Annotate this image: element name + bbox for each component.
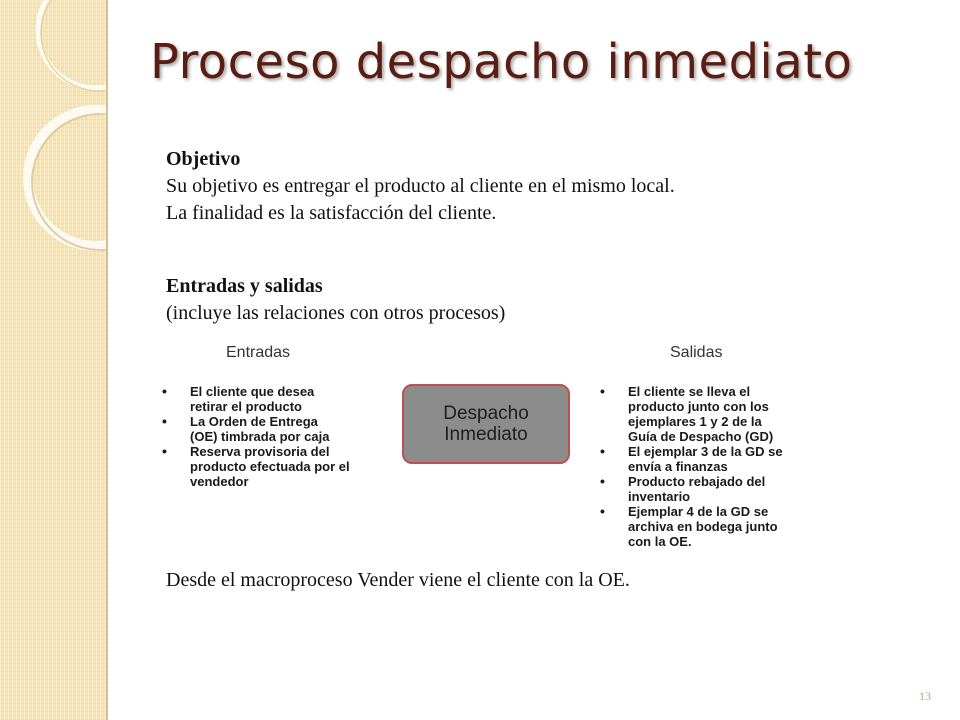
slide-title: Proceso despacho inmediato: [150, 34, 853, 90]
inputs-outputs-subheading: (incluye las relaciones con otros procesos): [166, 302, 506, 324]
process-diagram: [150, 340, 830, 560]
objective-section: [166, 146, 675, 227]
process-box: [402, 384, 570, 464]
decorative-circles: [0, 0, 106, 720]
output-item: [594, 444, 824, 474]
outputs-title: Salidas: [670, 344, 723, 361]
inputs-outputs-heading: Entradas y salidas: [166, 275, 323, 297]
process-box-line-2: Inmediato: [444, 424, 528, 445]
output-item-line: inventario: [628, 489, 691, 504]
output-item-line: • Producto rebajado del: [628, 474, 766, 489]
input-item-line: retirar el producto: [190, 399, 302, 414]
input-item-line: (OE) timbrada por caja: [190, 429, 330, 444]
output-item-line: archiva en bodega junto: [628, 519, 778, 534]
footer-note: Desde el macroproceso Vender viene el cliente con la OE.: [166, 569, 630, 591]
output-item-line: con la OE.: [628, 534, 692, 549]
input-item-line: vendedor: [190, 474, 249, 489]
inputs-list: [156, 384, 386, 489]
output-item-line: ejemplares 1 y 2 de la: [628, 414, 762, 429]
inputs-outputs-section: [166, 273, 505, 327]
objective-heading: Objetivo: [166, 148, 241, 170]
output-item-line: • Ejemplar 4 de la GD se: [628, 504, 769, 519]
output-item: [594, 384, 824, 444]
output-item: [594, 474, 824, 504]
objective-line-2: La finalidad es la satisfacción del cliente.: [166, 202, 497, 224]
process-box-line-1: Despacho: [443, 403, 529, 424]
outputs-list: [594, 384, 824, 549]
output-item-line: • El cliente se lleva el: [628, 384, 751, 399]
input-item-line: • Reserva provisoria del: [190, 444, 330, 459]
output-item: [594, 504, 824, 549]
output-item-line: envía a finanzas: [628, 459, 728, 474]
input-item-line: • La Orden de Entrega: [190, 414, 318, 429]
input-item: [156, 384, 386, 414]
output-item-line: • El ejemplar 3 de la GD se: [628, 444, 783, 459]
output-item-line: Guía de Despacho (GD): [628, 429, 774, 444]
objective-line-1: Su objetivo es entregar el producto al cliente en el mismo local.: [166, 175, 675, 197]
inputs-title: Entradas: [226, 344, 291, 361]
page-number: 13: [919, 689, 931, 703]
input-item: [156, 444, 386, 489]
output-item-line: producto junto con los: [628, 399, 769, 414]
input-item: [156, 414, 386, 444]
input-item-line: producto efectuada por el: [190, 459, 350, 474]
input-item-line: • El cliente que desea: [190, 384, 315, 399]
decorative-side-band: [0, 0, 108, 720]
